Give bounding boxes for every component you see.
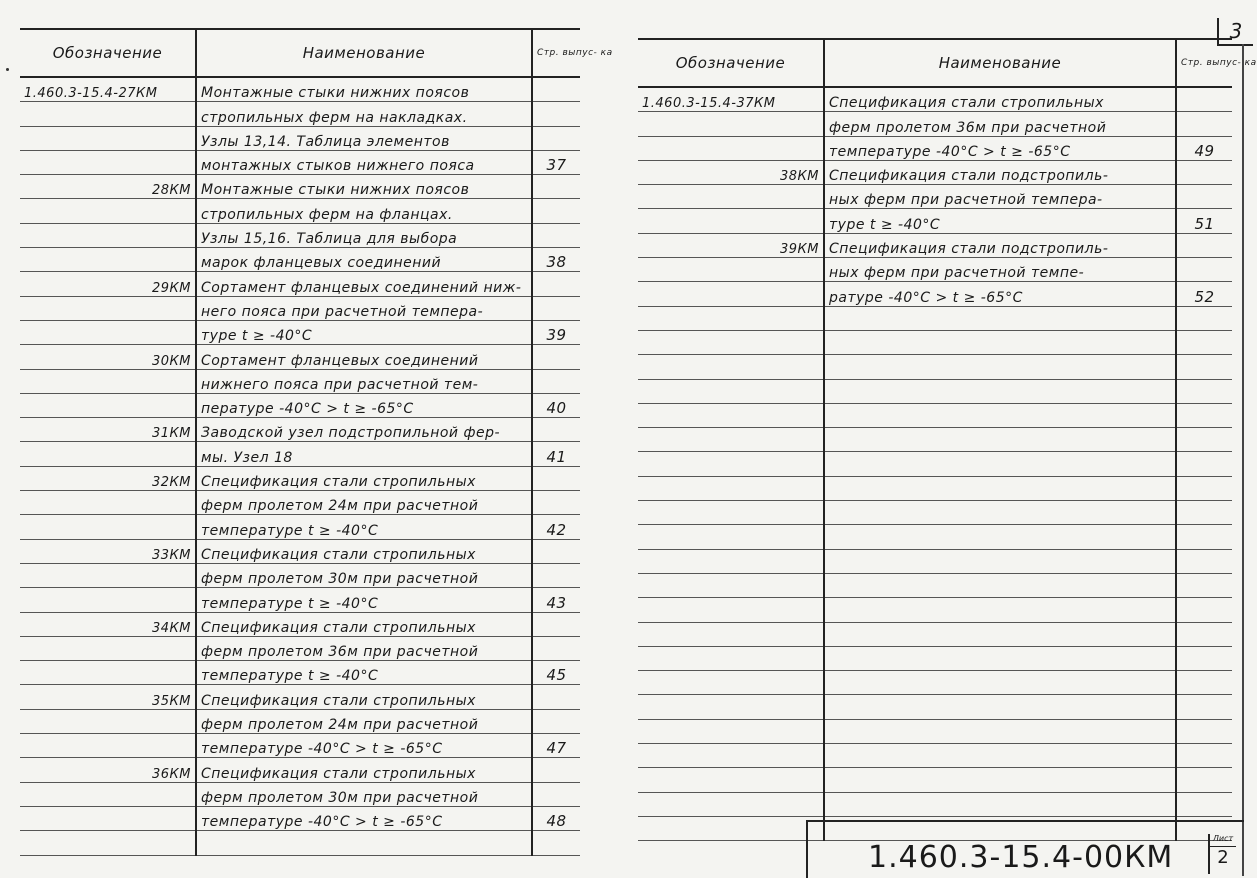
row-designation bbox=[638, 476, 824, 500]
row-page bbox=[532, 102, 580, 126]
row-name: Монтажные стыки нижних поясов bbox=[196, 77, 532, 102]
row-name bbox=[824, 306, 1176, 330]
row-designation bbox=[20, 491, 196, 515]
row-designation bbox=[638, 355, 824, 379]
row-designation bbox=[638, 136, 824, 160]
row-designation bbox=[638, 598, 824, 622]
table-row bbox=[638, 744, 1232, 768]
table-row bbox=[638, 379, 1232, 403]
row-page bbox=[1176, 233, 1232, 257]
row-page bbox=[532, 199, 580, 223]
row-name: температуре -40°C > t ≥ -65°C bbox=[824, 136, 1176, 160]
row-name: мы. Узел 18 bbox=[196, 442, 532, 466]
row-name: Спецификация стали стропильных bbox=[196, 612, 532, 636]
row-page bbox=[1176, 330, 1232, 354]
row-name: него пояса при расчетной темпера- bbox=[196, 296, 532, 320]
table-row bbox=[20, 734, 580, 758]
table-row bbox=[20, 782, 580, 806]
table-row bbox=[20, 709, 580, 733]
table-row bbox=[638, 160, 1232, 184]
row-page bbox=[532, 782, 580, 806]
row-designation: 35КМ bbox=[20, 685, 196, 709]
row-page: 51 bbox=[1176, 209, 1232, 233]
row-name: температуре t ≥ -40°C bbox=[196, 661, 532, 685]
row-designation bbox=[20, 563, 196, 587]
row-designation: 31КМ bbox=[20, 418, 196, 442]
table-row bbox=[20, 588, 580, 612]
title-block bbox=[806, 820, 1244, 878]
row-page bbox=[1176, 792, 1232, 816]
row-name: Спецификация стали стропильных bbox=[196, 466, 532, 490]
row-page bbox=[1176, 306, 1232, 330]
row-designation bbox=[20, 369, 196, 393]
row-page bbox=[1176, 501, 1232, 525]
table-row bbox=[638, 622, 1232, 646]
row-designation bbox=[638, 282, 824, 306]
row-designation bbox=[638, 573, 824, 597]
sheet-number-bottom: 2 bbox=[1217, 847, 1229, 868]
table-row bbox=[638, 598, 1232, 622]
row-name: Спецификация стали стропильных bbox=[196, 539, 532, 563]
table-row bbox=[638, 258, 1232, 282]
table-row bbox=[20, 199, 580, 223]
row-designation bbox=[20, 734, 196, 758]
row-page bbox=[1176, 573, 1232, 597]
row-name bbox=[824, 428, 1176, 452]
row-name bbox=[824, 598, 1176, 622]
row-designation bbox=[20, 393, 196, 417]
row-designation bbox=[20, 515, 196, 539]
row-designation: 38КМ bbox=[638, 160, 824, 184]
table-row bbox=[638, 403, 1232, 427]
row-name bbox=[824, 622, 1176, 646]
row-name: температуре t ≥ -40°C bbox=[196, 588, 532, 612]
table-row bbox=[20, 272, 580, 296]
table-row bbox=[20, 563, 580, 587]
table-row bbox=[20, 539, 580, 563]
table-row bbox=[20, 248, 580, 272]
row-page bbox=[1176, 646, 1232, 670]
table-row bbox=[638, 719, 1232, 743]
row-designation bbox=[638, 185, 824, 209]
table-row bbox=[20, 685, 580, 709]
row-name: монтажных стыков нижнего пояса bbox=[196, 150, 532, 174]
row-page bbox=[532, 175, 580, 199]
row-page: 49 bbox=[1176, 136, 1232, 160]
row-page bbox=[532, 418, 580, 442]
row-page: 52 bbox=[1176, 282, 1232, 306]
table-row bbox=[20, 320, 580, 344]
table-row bbox=[20, 661, 580, 685]
row-designation bbox=[638, 403, 824, 427]
row-page bbox=[532, 612, 580, 636]
row-designation bbox=[20, 248, 196, 272]
row-name: туре t ≥ -40°C bbox=[196, 320, 532, 344]
row-page bbox=[532, 296, 580, 320]
row-designation bbox=[638, 671, 824, 695]
row-name: ферм пролетом 24м при расчетной bbox=[196, 491, 532, 515]
row-page: 47 bbox=[532, 734, 580, 758]
table-row bbox=[638, 501, 1232, 525]
table-row bbox=[20, 442, 580, 466]
row-designation bbox=[638, 428, 824, 452]
row-designation bbox=[20, 442, 196, 466]
row-designation bbox=[638, 549, 824, 573]
row-page: 38 bbox=[532, 248, 580, 272]
row-name bbox=[824, 549, 1176, 573]
row-page bbox=[1176, 112, 1232, 136]
row-name: Спецификация стали стропильных bbox=[824, 87, 1176, 112]
row-page bbox=[532, 223, 580, 247]
row-page bbox=[532, 758, 580, 782]
header-page: Стр. выпус- ка bbox=[1176, 39, 1232, 87]
row-designation bbox=[638, 452, 824, 476]
table-row bbox=[20, 102, 580, 126]
table-row bbox=[20, 466, 580, 490]
row-designation bbox=[638, 816, 824, 840]
table-row bbox=[638, 573, 1232, 597]
row-page bbox=[532, 369, 580, 393]
table-row bbox=[638, 355, 1232, 379]
row-page bbox=[1176, 185, 1232, 209]
row-designation bbox=[638, 622, 824, 646]
row-name bbox=[824, 768, 1176, 792]
row-designation bbox=[638, 501, 824, 525]
table-row bbox=[20, 77, 580, 102]
row-page bbox=[1176, 160, 1232, 184]
table-row bbox=[20, 369, 580, 393]
row-page: 37 bbox=[532, 150, 580, 174]
row-page: 45 bbox=[532, 661, 580, 685]
row-designation bbox=[20, 223, 196, 247]
table-row bbox=[638, 185, 1232, 209]
row-page bbox=[532, 272, 580, 296]
table-row bbox=[20, 612, 580, 636]
row-name: ферм пролетом 36м при расчетной bbox=[196, 636, 532, 660]
row-page: 48 bbox=[532, 806, 580, 830]
table-row bbox=[638, 768, 1232, 792]
table-row bbox=[638, 525, 1232, 549]
header-designation: Обозначение bbox=[20, 29, 196, 77]
row-name bbox=[824, 476, 1176, 500]
row-name: ферм пролетом 30м при расчетной bbox=[196, 563, 532, 587]
row-name bbox=[824, 719, 1176, 743]
row-name bbox=[824, 792, 1176, 816]
table-row bbox=[20, 223, 580, 247]
row-designation bbox=[638, 646, 824, 670]
row-page bbox=[1176, 598, 1232, 622]
row-name: марок фланцевых соединений bbox=[196, 248, 532, 272]
row-designation: 34КМ bbox=[20, 612, 196, 636]
table-row bbox=[638, 306, 1232, 330]
row-page: 39 bbox=[532, 320, 580, 344]
document-code: 1.460.3-15.4-00КМ bbox=[868, 840, 1174, 875]
row-page bbox=[1176, 719, 1232, 743]
table-row bbox=[20, 150, 580, 174]
row-page bbox=[1176, 87, 1232, 112]
table-row bbox=[638, 112, 1232, 136]
header-page: Стр. выпус- ка bbox=[532, 29, 580, 77]
row-page bbox=[1176, 671, 1232, 695]
row-page bbox=[532, 539, 580, 563]
table-row bbox=[638, 549, 1232, 573]
row-designation bbox=[638, 744, 824, 768]
row-name: температуре -40°C > t ≥ -65°C bbox=[196, 806, 532, 830]
table-row bbox=[20, 175, 580, 199]
row-page bbox=[1176, 476, 1232, 500]
sheet-box bbox=[1208, 834, 1236, 874]
table-row bbox=[638, 330, 1232, 354]
row-designation bbox=[20, 102, 196, 126]
row-designation: 33КМ bbox=[20, 539, 196, 563]
row-name: Заводской узел подстропильной фер- bbox=[196, 418, 532, 442]
row-designation bbox=[638, 112, 824, 136]
row-designation bbox=[20, 831, 196, 855]
row-name bbox=[824, 525, 1176, 549]
row-name: ратуре -40°C > t ≥ -65°C bbox=[824, 282, 1176, 306]
table-row bbox=[638, 136, 1232, 160]
row-designation: 39КМ bbox=[638, 233, 824, 257]
table-row bbox=[20, 345, 580, 369]
row-name bbox=[824, 403, 1176, 427]
row-name: температуре -40°C > t ≥ -65°C bbox=[196, 734, 532, 758]
frame-border bbox=[1242, 44, 1244, 876]
right-index-table bbox=[638, 38, 1257, 841]
row-page bbox=[532, 126, 580, 150]
table-row bbox=[638, 209, 1232, 233]
row-designation bbox=[638, 306, 824, 330]
table-row bbox=[20, 491, 580, 515]
row-name bbox=[824, 330, 1176, 354]
sheet-number: 3 bbox=[1217, 18, 1253, 46]
table-row bbox=[20, 806, 580, 830]
sheet-label: Лист bbox=[1210, 834, 1236, 847]
row-page: 40 bbox=[532, 393, 580, 417]
header-name: Наименование bbox=[824, 39, 1176, 87]
row-name bbox=[824, 355, 1176, 379]
row-name: Монтажные стыки нижних поясов bbox=[196, 175, 532, 199]
row-name: Спецификация стали стропильных bbox=[196, 758, 532, 782]
row-designation: 28КМ bbox=[20, 175, 196, 199]
row-name: Сортамент фланцевых соединений ниж- bbox=[196, 272, 532, 296]
row-page bbox=[1176, 525, 1232, 549]
left-index-table bbox=[20, 28, 613, 856]
row-designation: 36КМ bbox=[20, 758, 196, 782]
row-designation: 1.460.3-15.4-37КМ bbox=[638, 87, 824, 112]
row-designation bbox=[20, 199, 196, 223]
row-name bbox=[824, 744, 1176, 768]
row-name: стропильных ферм на фланцах. bbox=[196, 199, 532, 223]
row-name: ных ферм при расчетной темпера- bbox=[824, 185, 1176, 209]
row-page bbox=[532, 563, 580, 587]
table-row bbox=[20, 758, 580, 782]
table-row bbox=[20, 393, 580, 417]
row-page bbox=[532, 491, 580, 515]
row-designation bbox=[20, 782, 196, 806]
row-designation bbox=[638, 525, 824, 549]
row-name: ферм пролетом 36м при расчетной bbox=[824, 112, 1176, 136]
row-page bbox=[1176, 403, 1232, 427]
row-designation bbox=[20, 320, 196, 344]
table-header bbox=[20, 29, 580, 77]
row-page bbox=[1176, 695, 1232, 719]
row-page bbox=[1176, 428, 1232, 452]
row-page bbox=[532, 636, 580, 660]
row-page: 41 bbox=[532, 442, 580, 466]
table-row bbox=[638, 87, 1232, 112]
row-name: температуре t ≥ -40°C bbox=[196, 515, 532, 539]
table-row bbox=[20, 418, 580, 442]
table-row bbox=[20, 296, 580, 320]
row-name: Узлы 15,16. Таблица для выбора bbox=[196, 223, 532, 247]
table-row bbox=[20, 126, 580, 150]
row-name bbox=[824, 452, 1176, 476]
row-name: Спецификация стали подстропиль- bbox=[824, 160, 1176, 184]
row-name bbox=[824, 501, 1176, 525]
row-designation bbox=[20, 661, 196, 685]
row-designation: 32КМ bbox=[20, 466, 196, 490]
row-name: Спецификация стали подстропиль- bbox=[824, 233, 1176, 257]
row-name bbox=[824, 695, 1176, 719]
table-row bbox=[638, 792, 1232, 816]
row-name: нижнего пояса при расчетной тем- bbox=[196, 369, 532, 393]
row-page bbox=[1176, 355, 1232, 379]
row-designation bbox=[638, 768, 824, 792]
row-name: пературе -40°C > t ≥ -65°C bbox=[196, 393, 532, 417]
row-name bbox=[824, 671, 1176, 695]
row-name: туре t ≥ -40°C bbox=[824, 209, 1176, 233]
row-name: ферм пролетом 30м при расчетной bbox=[196, 782, 532, 806]
row-page bbox=[532, 685, 580, 709]
row-page bbox=[532, 709, 580, 733]
row-designation bbox=[638, 258, 824, 282]
table-row bbox=[638, 428, 1232, 452]
table-row bbox=[638, 646, 1232, 670]
row-designation bbox=[20, 709, 196, 733]
row-page bbox=[1176, 258, 1232, 282]
table-row bbox=[638, 452, 1232, 476]
table-row bbox=[20, 515, 580, 539]
row-designation: 30КМ bbox=[20, 345, 196, 369]
row-name: Узлы 13,14. Таблица элементов bbox=[196, 126, 532, 150]
row-page bbox=[532, 345, 580, 369]
row-name bbox=[824, 573, 1176, 597]
row-designation bbox=[638, 330, 824, 354]
row-page bbox=[532, 831, 580, 855]
row-designation bbox=[638, 792, 824, 816]
table-row bbox=[20, 831, 580, 855]
row-designation bbox=[638, 209, 824, 233]
row-page bbox=[1176, 622, 1232, 646]
table-row bbox=[638, 695, 1232, 719]
table-header bbox=[638, 39, 1232, 87]
row-name bbox=[824, 379, 1176, 403]
row-page bbox=[1176, 768, 1232, 792]
row-name bbox=[196, 831, 532, 855]
row-page bbox=[532, 466, 580, 490]
row-page: 43 bbox=[532, 588, 580, 612]
row-name: ных ферм при расчетной темпе- bbox=[824, 258, 1176, 282]
table-row bbox=[638, 282, 1232, 306]
row-page bbox=[1176, 549, 1232, 573]
row-designation bbox=[20, 636, 196, 660]
table-row bbox=[638, 233, 1232, 257]
row-designation bbox=[20, 150, 196, 174]
row-designation bbox=[638, 379, 824, 403]
row-page bbox=[1176, 452, 1232, 476]
row-name: Спецификация стали стропильных bbox=[196, 685, 532, 709]
header-name: Наименование bbox=[196, 29, 532, 77]
row-name: Сортамент фланцевых соединений bbox=[196, 345, 532, 369]
header-designation: Обозначение bbox=[638, 39, 824, 87]
row-page bbox=[532, 77, 580, 102]
row-page bbox=[1176, 744, 1232, 768]
row-name: стропильных ферм на накладках. bbox=[196, 102, 532, 126]
row-name bbox=[824, 646, 1176, 670]
table-row bbox=[638, 671, 1232, 695]
scan-speck bbox=[6, 68, 9, 71]
row-designation bbox=[638, 695, 824, 719]
row-designation bbox=[20, 588, 196, 612]
row-designation: 1.460.3-15.4-27КМ bbox=[20, 77, 196, 102]
row-name: ферм пролетом 24м при расчетной bbox=[196, 709, 532, 733]
table-row bbox=[20, 636, 580, 660]
row-designation bbox=[20, 296, 196, 320]
row-designation: 29КМ bbox=[20, 272, 196, 296]
row-designation bbox=[20, 126, 196, 150]
row-designation bbox=[638, 719, 824, 743]
row-designation bbox=[20, 806, 196, 830]
row-page: 42 bbox=[532, 515, 580, 539]
row-page bbox=[1176, 379, 1232, 403]
table-row bbox=[638, 476, 1232, 500]
